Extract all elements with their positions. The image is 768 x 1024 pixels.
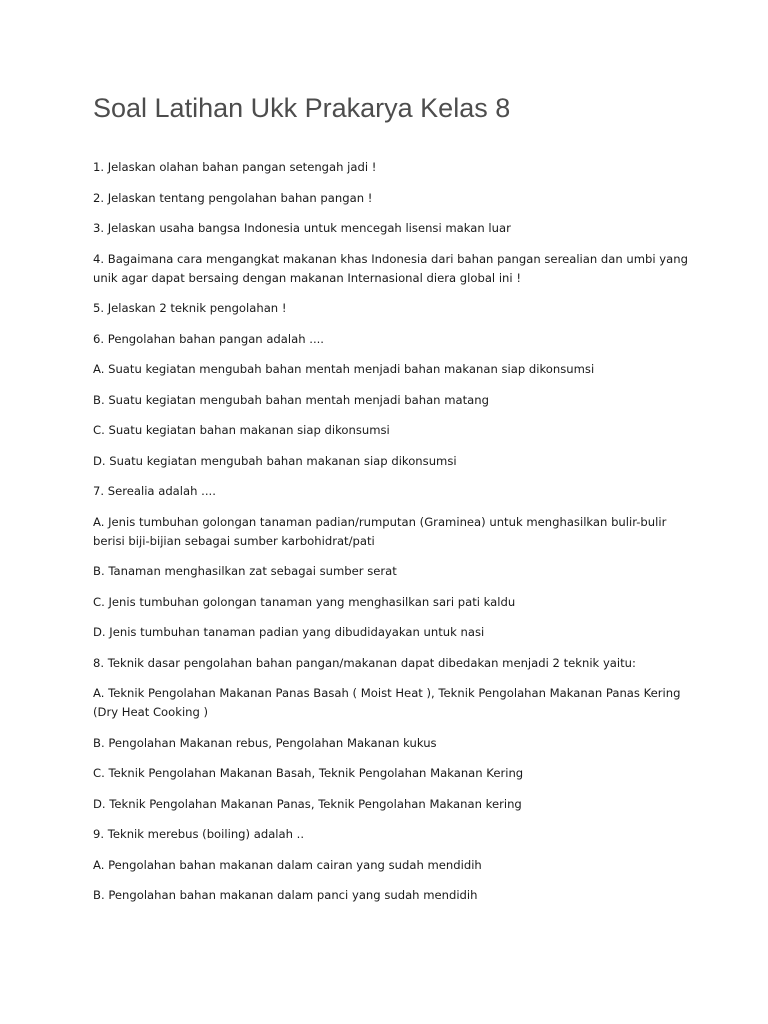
question-3: 3. Jelaskan usaha bangsa Indonesia untuk mencegah lisensi makan luar <box>93 221 511 235</box>
question-9-option-b: B. Pengolahan bahan makanan dalam panci yang sudah mendidih <box>93 888 478 902</box>
question-6-option-c: C. Suatu kegiatan bahan makanan siap dikonsumsi <box>93 423 390 437</box>
question-6: 6. Pengolahan bahan pangan adalah .... <box>93 331 324 346</box>
question-7-option-a: A. Jenis tumbuhan golongan tanaman padian/rumputan (Graminea) untuk menghasilkan bulir-bulir berisi biji-bijian sebagai sumber karbohidrat/pati <box>93 514 667 548</box>
question-9: 9. Teknik merebus (boiling) adalah .. <box>93 827 305 841</box>
question-7-option-b: B. Tanaman menghasilkan zat sebagai sumber serat <box>93 564 397 578</box>
question-7-option-d: D. Jenis tumbuhan tanaman padian yang dibudidayakan untuk nasi <box>93 625 485 639</box>
question-4: 4. Bagaimana cara mengangkat makanan khas Indonesia dari bahan pangan serealian dan umbi yang unik agar dapat bersaing dengan makanan Internasional diera global ini ! <box>93 251 688 285</box>
question-7-option-c: C. Jenis tumbuhan golongan tanaman yang menghasilkan sari pati kaldu <box>93 594 516 609</box>
question-5: 5. Jelaskan 2 teknik pengolahan ! <box>93 301 287 315</box>
question-8-option-b: B. Pengolahan Makanan rebus, Pengolahan Makanan kukus <box>93 735 437 750</box>
question-6-option-a: A. Suatu kegiatan mengubah bahan mentah menjadi bahan makanan siap dikonsumsi <box>93 362 595 376</box>
question-8-option-c: C. Teknik Pengolahan Makanan Basah, Teknik Pengolahan Makanan Kering <box>93 766 524 780</box>
question-9-option-a: A. Pengolahan bahan makanan dalam cairan yang sudah mendidih <box>93 857 482 872</box>
question-2: 2. Jelaskan tentang pengolahan bahan pangan ! <box>93 190 373 205</box>
question-7: 7. Serealia adalah .... <box>93 484 216 498</box>
question-8: 8. Teknik dasar pengolahan bahan pangan/makanan dapat dibedakan menjadi 2 teknik yaitu: <box>93 655 636 670</box>
question-1: 1. Jelaskan olahan bahan pangan setengah jadi ! <box>93 160 377 174</box>
document-title: Soal Latihan Ukk Prakarya Kelas 8 <box>93 93 511 123</box>
question-list <box>93 158 693 917</box>
question-6-option-d: D. Suatu kegiatan mengubah bahan makanan siap dikonsumsi <box>93 453 457 468</box>
question-8-option-d: D. Teknik Pengolahan Makanan Panas, Teknik Pengolahan Makanan kering <box>93 796 522 811</box>
question-8-option-a: A. Teknik Pengolahan Makanan Panas Basah ( Moist Heat ), Teknik Pengolahan Makanan Panas Kering (Dry Heat Cooking ) <box>93 686 681 719</box>
question-6-option-b: B. Suatu kegiatan mengubah bahan mentah menjadi bahan matang <box>93 392 489 407</box>
